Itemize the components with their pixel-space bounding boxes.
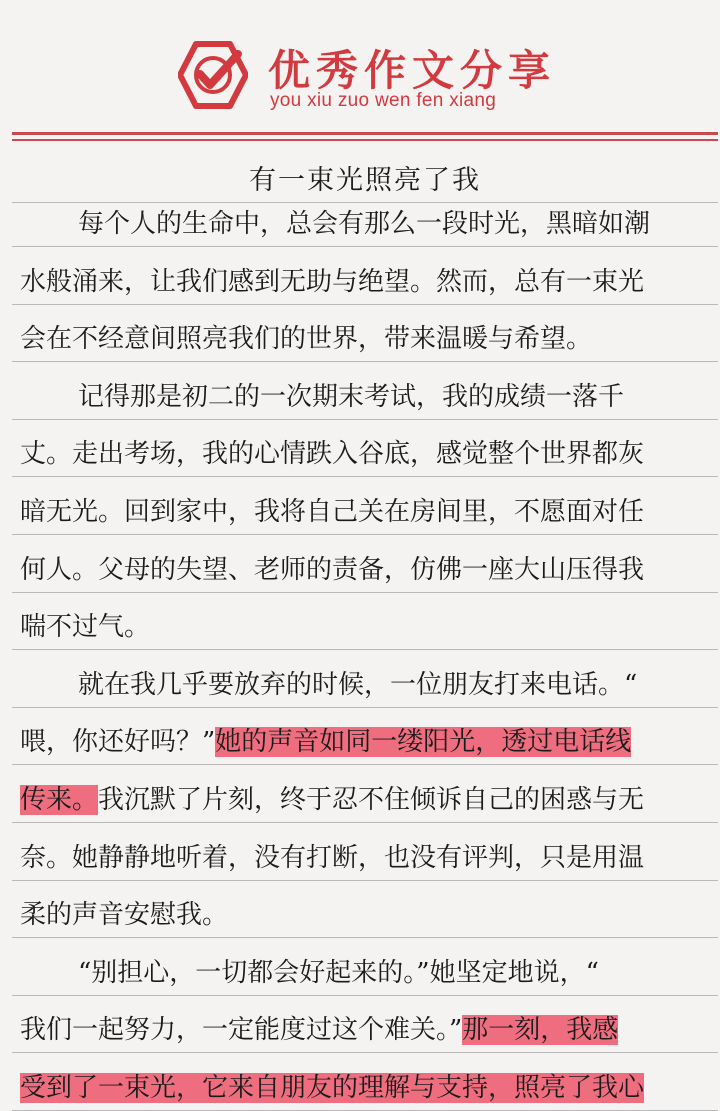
essay-text: “别担心，一切都会好起来的。”她坚定地说，“ xyxy=(78,957,599,988)
essay-line-text xyxy=(12,824,644,881)
essay-text: 会在不经意间照亮我们的世界，带来温暖与希望。 xyxy=(20,324,593,355)
essay-line-text xyxy=(12,1054,644,1111)
essay-text: 记得那是初二的一次期末考试，我的成绩一落千 xyxy=(78,381,625,412)
essay-line xyxy=(12,536,718,593)
essay-text: 喂，你还好吗？” xyxy=(20,727,216,758)
essay-text: 我沉默了片刻，终于忍不住倾诉自己的困惑与无 xyxy=(98,785,645,815)
essay-line-text xyxy=(12,708,631,765)
header-divider-bottom xyxy=(12,139,718,141)
essay-text: 我们一起努力，一定能度过这个难关。” xyxy=(20,1015,463,1046)
page-bottom-margin xyxy=(0,916,720,960)
essay-line-text xyxy=(12,190,650,247)
header-pinyin: you xiu zuo wen fen xiang xyxy=(270,90,497,111)
header-title: 优秀作文分享 xyxy=(268,46,557,95)
highlighted-text: 她的声音如同一缕阳光，透过电话线 xyxy=(215,727,632,758)
essay-text: 奈。她静静地听着，没有打断，也没有评判，只是用温 xyxy=(20,842,645,873)
highlighted-text: 传来。 xyxy=(20,785,99,815)
essay-line xyxy=(12,1054,718,1111)
essay-line-text xyxy=(12,478,644,535)
essay-text: 喘不过气。 xyxy=(20,612,151,643)
essay-text: 每个人的生命中，总会有那么一段时光，黑暗如潮 xyxy=(78,209,651,239)
essay-line-text xyxy=(12,651,637,708)
essay-line xyxy=(12,824,718,881)
essay-line-text xyxy=(12,248,644,305)
essay-line-text xyxy=(12,363,624,420)
essay-line xyxy=(12,248,718,305)
essay-line-text xyxy=(12,766,644,823)
essay-text: 丈。走出考场，我的心情跌入谷底，感觉整个世界都灰 xyxy=(20,439,645,470)
highlighted-text: 受到了一束光，它来自朋友的理解与支持，照亮了我心 xyxy=(20,1073,645,1103)
essay-text: 就在我几乎要放弃的时候，一位朋友打来电话。“ xyxy=(78,669,638,700)
essay-line xyxy=(12,363,718,420)
essay-line-text xyxy=(12,536,644,593)
essay-line-text xyxy=(12,996,618,1053)
essay-line xyxy=(12,651,718,708)
essay-line xyxy=(12,478,718,535)
essay-text: 暗无光。回到家中，我将自己关在房间里，不愿面对任 xyxy=(20,497,645,527)
header-divider-top xyxy=(12,132,718,135)
essay-line xyxy=(12,420,718,477)
essay-text: 柔的声音安慰我。 xyxy=(20,900,229,931)
essay-text: 何人。父母的失望、老师的责备，仿佛一座大山压得我 xyxy=(20,554,645,585)
essay-text: 水般涌来，让我们感到无助与绝望。然而，总有一束光 xyxy=(20,266,645,297)
essay-line xyxy=(12,593,718,650)
essay-line-text xyxy=(12,420,644,477)
essay-line xyxy=(12,766,718,823)
essay-line-text xyxy=(12,593,150,650)
essay-line xyxy=(12,708,718,765)
highlighted-text: 那一刻，我感 xyxy=(462,1015,619,1046)
essay-line xyxy=(12,996,718,1053)
essay-line xyxy=(12,305,718,362)
essay-line-text xyxy=(12,305,592,362)
essay-title-text: 有一束光照亮了我 xyxy=(249,165,481,196)
hexagon-check-icon xyxy=(178,40,248,110)
page-header xyxy=(0,0,720,130)
essay-line xyxy=(12,190,718,247)
